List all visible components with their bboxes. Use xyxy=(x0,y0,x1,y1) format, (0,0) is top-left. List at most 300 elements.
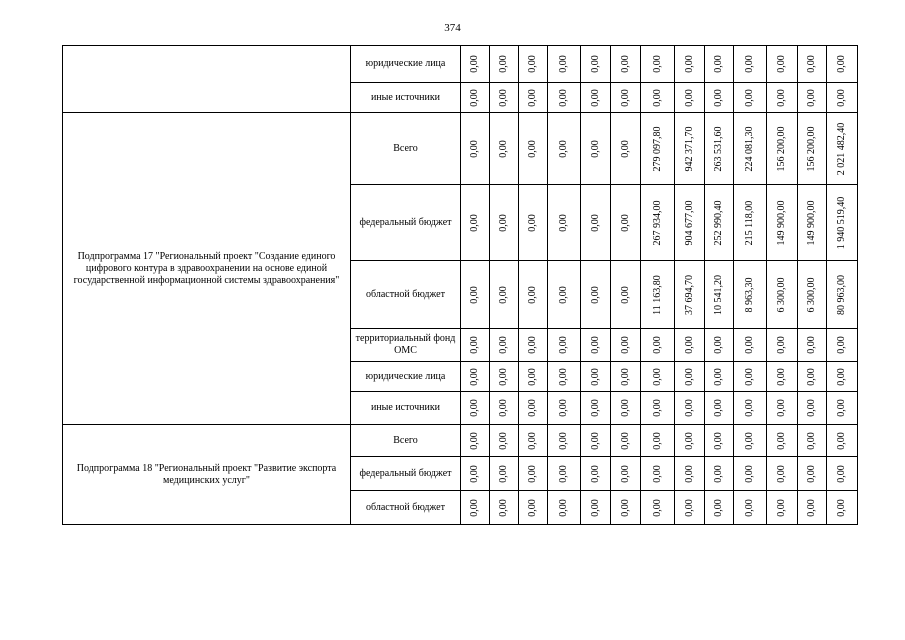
value-text: 0,00 xyxy=(806,367,817,386)
table-row xyxy=(63,46,858,83)
value-text: 0,00 xyxy=(527,336,538,354)
value-text: 0,00 xyxy=(527,88,538,107)
value-cell xyxy=(675,329,705,362)
value-text: 0,00 xyxy=(776,399,787,417)
funding-source-cell: федеральный бюджет xyxy=(351,185,461,261)
value-cell xyxy=(767,46,798,83)
value-cell xyxy=(675,185,705,261)
value-cell xyxy=(641,491,675,525)
value-cell xyxy=(734,185,767,261)
value-cell xyxy=(705,392,734,425)
value-cell xyxy=(461,392,490,425)
value-cell xyxy=(675,113,705,185)
value-text: 0,00 xyxy=(744,336,755,354)
funding-source-cell: Всего xyxy=(351,425,461,457)
value-text: 10 541,20 xyxy=(713,274,724,315)
value-text: 0,00 xyxy=(744,399,755,417)
value-text: 0,00 xyxy=(589,55,601,73)
value-cell xyxy=(581,457,611,491)
value-text: 0,00 xyxy=(558,367,569,386)
value-cell xyxy=(767,83,798,113)
value-text: 0,00 xyxy=(589,367,601,386)
value-cell xyxy=(548,457,581,491)
value-cell xyxy=(611,329,641,362)
program-name-cell: Подпрограмма 17 "Региональный проект "Создание единого цифрового контура в здравоохранении на основе единой государственной информационной системы здравоохранения" xyxy=(63,113,351,425)
value-text: 0,00 xyxy=(527,367,538,386)
value-text: 0,00 xyxy=(469,464,480,483)
value-text: 0,00 xyxy=(836,367,847,386)
value-text: 0,00 xyxy=(651,431,663,450)
value-text: 0,00 xyxy=(713,367,724,386)
value-cell xyxy=(705,185,734,261)
value-cell xyxy=(734,113,767,185)
value-cell xyxy=(675,392,705,425)
value-text: 0,00 xyxy=(558,213,569,232)
value-cell xyxy=(767,261,798,329)
value-cell xyxy=(519,392,548,425)
value-cell xyxy=(461,362,490,392)
value-cell xyxy=(827,261,858,329)
value-text: 0,00 xyxy=(558,285,569,304)
value-text: 0,00 xyxy=(558,55,569,73)
value-text: 0,00 xyxy=(619,336,631,354)
value-cell xyxy=(705,425,734,457)
value-cell xyxy=(798,83,827,113)
value-cell xyxy=(734,261,767,329)
value-text: 0,00 xyxy=(836,88,847,107)
value-text: 0,00 xyxy=(776,88,787,107)
value-text: 0,00 xyxy=(589,88,601,107)
value-text: 0,00 xyxy=(498,367,509,386)
value-text: 0,00 xyxy=(744,55,755,73)
value-text: 0,00 xyxy=(498,464,509,483)
value-cell xyxy=(581,329,611,362)
value-text: 0,00 xyxy=(558,498,569,517)
value-text: 0,00 xyxy=(683,464,695,483)
value-text: 0,00 xyxy=(558,431,569,450)
value-cell xyxy=(798,392,827,425)
value-cell xyxy=(734,46,767,83)
value-cell xyxy=(675,491,705,525)
value-text: 0,00 xyxy=(651,55,663,73)
value-text: 0,00 xyxy=(527,213,538,232)
value-cell xyxy=(490,83,519,113)
value-text: 0,00 xyxy=(651,464,663,483)
funding-source-cell: иные источники xyxy=(351,392,461,425)
value-cell xyxy=(734,457,767,491)
value-cell xyxy=(519,362,548,392)
value-text: 215 118,00 xyxy=(744,200,755,245)
value-cell xyxy=(581,261,611,329)
value-cell xyxy=(461,457,490,491)
value-cell xyxy=(675,425,705,457)
value-text: 0,00 xyxy=(589,498,601,517)
value-text: 0,00 xyxy=(713,431,724,450)
value-text: 252 990,40 xyxy=(713,200,724,245)
value-text: 0,00 xyxy=(683,431,695,450)
value-text: 0,00 xyxy=(806,431,817,450)
value-cell xyxy=(734,362,767,392)
value-text: 0,00 xyxy=(558,139,569,158)
value-cell xyxy=(767,392,798,425)
value-text: 0,00 xyxy=(527,431,538,450)
value-cell xyxy=(548,185,581,261)
value-text: 0,00 xyxy=(498,498,509,517)
value-cell xyxy=(641,457,675,491)
value-cell xyxy=(611,425,641,457)
value-cell xyxy=(798,329,827,362)
value-text: 224 081,30 xyxy=(744,126,755,171)
value-cell xyxy=(519,113,548,185)
value-cell xyxy=(548,46,581,83)
value-cell xyxy=(611,113,641,185)
value-text: 267 934,00 xyxy=(651,200,663,245)
value-cell xyxy=(611,392,641,425)
funding-source-cell: юридические лица xyxy=(351,362,461,392)
value-cell xyxy=(734,329,767,362)
value-cell xyxy=(641,261,675,329)
value-text: 0,00 xyxy=(589,431,601,450)
value-cell xyxy=(581,425,611,457)
value-cell xyxy=(490,362,519,392)
value-cell xyxy=(519,329,548,362)
value-text: 0,00 xyxy=(651,367,663,386)
value-text: 0,00 xyxy=(744,367,755,386)
value-cell xyxy=(461,425,490,457)
value-cell xyxy=(490,457,519,491)
value-text: 0,00 xyxy=(683,367,695,386)
value-cell xyxy=(519,83,548,113)
value-cell xyxy=(461,491,490,525)
value-text: 0,00 xyxy=(836,399,847,417)
value-text: 0,00 xyxy=(683,55,695,73)
value-text: 0,00 xyxy=(776,498,787,517)
value-cell xyxy=(827,392,858,425)
value-text: 156 200,00 xyxy=(776,126,787,171)
funding-source-cell: областной бюджет xyxy=(351,491,461,525)
value-cell xyxy=(705,113,734,185)
value-text: 8 963,30 xyxy=(744,277,755,312)
value-cell xyxy=(827,113,858,185)
value-text: 0,00 xyxy=(469,88,480,107)
value-cell xyxy=(548,425,581,457)
value-text: 0,00 xyxy=(469,139,480,158)
value-text: 0,00 xyxy=(619,55,631,73)
value-text: 0,00 xyxy=(527,464,538,483)
value-text: 0,00 xyxy=(806,88,817,107)
value-text: 0,00 xyxy=(836,336,847,354)
funding-source-cell: областной бюджет xyxy=(351,261,461,329)
value-cell xyxy=(490,491,519,525)
value-text: 0,00 xyxy=(527,498,538,517)
value-cell xyxy=(519,491,548,525)
value-text: 0,00 xyxy=(527,399,538,417)
value-text: 0,00 xyxy=(498,285,509,304)
value-cell xyxy=(611,491,641,525)
value-cell xyxy=(490,425,519,457)
value-cell xyxy=(641,329,675,362)
value-text: 0,00 xyxy=(469,336,480,354)
value-text: 0,00 xyxy=(589,399,601,417)
funding-source-cell: иные источники xyxy=(351,83,461,113)
value-text: 0,00 xyxy=(498,431,509,450)
value-cell xyxy=(548,392,581,425)
value-cell xyxy=(767,491,798,525)
value-cell xyxy=(581,113,611,185)
value-cell xyxy=(767,185,798,261)
value-cell xyxy=(548,83,581,113)
value-cell xyxy=(798,425,827,457)
value-text: 0,00 xyxy=(651,336,663,354)
value-cell xyxy=(641,362,675,392)
value-cell xyxy=(548,491,581,525)
value-text: 0,00 xyxy=(836,498,847,517)
value-text: 0,00 xyxy=(589,213,601,232)
value-text: 0,00 xyxy=(558,464,569,483)
value-cell xyxy=(734,425,767,457)
value-text: 0,00 xyxy=(651,88,663,107)
value-cell xyxy=(548,113,581,185)
value-cell xyxy=(490,329,519,362)
value-cell xyxy=(461,46,490,83)
table-row xyxy=(63,425,858,457)
value-text: 6 300,00 xyxy=(806,277,817,312)
value-cell xyxy=(461,185,490,261)
value-text: 0,00 xyxy=(498,213,509,232)
value-cell xyxy=(705,261,734,329)
value-text: 0,00 xyxy=(498,399,509,417)
value-text: 0,00 xyxy=(619,431,631,450)
value-text: 0,00 xyxy=(619,399,631,417)
value-cell xyxy=(641,185,675,261)
value-cell xyxy=(611,457,641,491)
value-cell xyxy=(798,113,827,185)
value-cell xyxy=(798,185,827,261)
value-text: 0,00 xyxy=(776,55,787,73)
value-text: 0,00 xyxy=(619,464,631,483)
program-name-cell: Подпрограмма 18 "Региональный проект "Развитие экспорта медицинских услуг" xyxy=(63,425,351,525)
value-cell xyxy=(490,261,519,329)
funding-source-cell: Всего xyxy=(351,113,461,185)
funding-source-cell: юридические лица xyxy=(351,46,461,83)
value-text: 6 300,00 xyxy=(776,277,787,312)
value-text: 0,00 xyxy=(776,336,787,354)
value-cell xyxy=(519,457,548,491)
value-text: 0,00 xyxy=(713,399,724,417)
value-cell xyxy=(827,185,858,261)
value-text: 0,00 xyxy=(619,139,631,158)
value-cell xyxy=(548,329,581,362)
value-cell xyxy=(827,457,858,491)
value-text: 0,00 xyxy=(469,367,480,386)
value-text: 0,00 xyxy=(776,367,787,386)
value-text: 0,00 xyxy=(683,399,695,417)
value-cell xyxy=(611,261,641,329)
value-text: 0,00 xyxy=(527,55,538,73)
value-text: 0,00 xyxy=(498,336,509,354)
value-cell xyxy=(581,83,611,113)
value-cell xyxy=(519,185,548,261)
value-cell xyxy=(705,329,734,362)
value-cell xyxy=(581,46,611,83)
value-text: 942 371,70 xyxy=(683,126,695,171)
value-text: 0,00 xyxy=(713,88,724,107)
value-cell xyxy=(548,261,581,329)
value-cell xyxy=(641,392,675,425)
value-text: 0,00 xyxy=(589,139,601,158)
value-cell xyxy=(581,491,611,525)
value-cell xyxy=(767,362,798,392)
value-cell xyxy=(798,46,827,83)
value-text: 0,00 xyxy=(806,399,817,417)
value-text: 1 940 519,40 xyxy=(836,196,847,249)
value-cell xyxy=(705,362,734,392)
value-text: 0,00 xyxy=(469,213,480,232)
value-cell xyxy=(705,83,734,113)
value-text: 0,00 xyxy=(836,431,847,450)
value-cell xyxy=(734,392,767,425)
value-text: 0,00 xyxy=(744,498,755,517)
program-name-cell xyxy=(63,46,351,113)
value-cell xyxy=(767,329,798,362)
value-cell xyxy=(581,185,611,261)
value-cell xyxy=(461,329,490,362)
value-cell xyxy=(675,46,705,83)
value-cell xyxy=(490,185,519,261)
value-cell xyxy=(734,491,767,525)
value-cell xyxy=(641,113,675,185)
value-cell xyxy=(461,113,490,185)
value-text: 0,00 xyxy=(619,367,631,386)
value-cell xyxy=(519,46,548,83)
value-text: 0,00 xyxy=(619,213,631,232)
value-text: 0,00 xyxy=(683,498,695,517)
value-text: 0,00 xyxy=(651,498,663,517)
value-cell xyxy=(461,261,490,329)
value-text: 263 531,60 xyxy=(713,126,724,171)
value-text: 0,00 xyxy=(744,88,755,107)
value-text: 0,00 xyxy=(589,285,601,304)
value-cell xyxy=(767,457,798,491)
value-text: 149 900,00 xyxy=(806,200,817,245)
value-text: 0,00 xyxy=(683,336,695,354)
value-cell xyxy=(798,457,827,491)
value-text: 0,00 xyxy=(713,498,724,517)
value-text: 37 694,70 xyxy=(683,274,695,315)
value-cell xyxy=(490,392,519,425)
value-text: 80 963,00 xyxy=(836,274,847,315)
value-text: 279 097,80 xyxy=(651,126,663,171)
value-cell xyxy=(611,83,641,113)
value-cell xyxy=(461,83,490,113)
value-text: 149 900,00 xyxy=(776,200,787,245)
value-cell xyxy=(734,83,767,113)
table-row xyxy=(63,113,858,185)
value-text: 0,00 xyxy=(469,55,480,73)
value-cell xyxy=(611,46,641,83)
value-text: 0,00 xyxy=(469,285,480,304)
value-text: 0,00 xyxy=(558,336,569,354)
value-text: 0,00 xyxy=(744,431,755,450)
value-text: 0,00 xyxy=(469,498,480,517)
value-text: 0,00 xyxy=(806,336,817,354)
value-cell xyxy=(827,329,858,362)
value-cell xyxy=(798,491,827,525)
value-text: 0,00 xyxy=(744,464,755,483)
value-cell xyxy=(548,362,581,392)
financing-table xyxy=(62,45,858,525)
value-cell xyxy=(675,261,705,329)
value-text: 0,00 xyxy=(498,139,509,158)
value-text: 0,00 xyxy=(589,464,601,483)
value-cell xyxy=(581,362,611,392)
value-text: 0,00 xyxy=(619,498,631,517)
value-text: 0,00 xyxy=(776,464,787,483)
value-text: 0,00 xyxy=(776,431,787,450)
value-cell xyxy=(490,113,519,185)
value-cell xyxy=(827,83,858,113)
value-cell xyxy=(581,392,611,425)
value-text: 0,00 xyxy=(498,88,509,107)
funding-source-cell: территориальный фонд ОМС xyxy=(351,329,461,362)
value-text: 0,00 xyxy=(589,336,601,354)
value-cell xyxy=(490,46,519,83)
value-text: 904 677,00 xyxy=(683,200,695,245)
value-text: 0,00 xyxy=(683,88,695,107)
value-text: 0,00 xyxy=(469,399,480,417)
value-text: 2 021 482,40 xyxy=(836,122,847,175)
value-text: 0,00 xyxy=(806,498,817,517)
page-number: 374 xyxy=(444,22,461,34)
value-text: 0,00 xyxy=(558,88,569,107)
value-text: 0,00 xyxy=(836,464,847,483)
funding-source-cell: федеральный бюджет xyxy=(351,457,461,491)
value-text: 0,00 xyxy=(498,55,509,73)
value-cell xyxy=(675,457,705,491)
value-cell xyxy=(827,46,858,83)
value-text: 0,00 xyxy=(619,285,631,304)
value-cell xyxy=(767,425,798,457)
value-cell xyxy=(798,261,827,329)
value-text: 0,00 xyxy=(558,399,569,417)
value-text: 0,00 xyxy=(619,88,631,107)
value-cell xyxy=(641,83,675,113)
value-text: 0,00 xyxy=(806,55,817,73)
value-cell xyxy=(705,46,734,83)
value-cell xyxy=(827,425,858,457)
value-text: 0,00 xyxy=(527,139,538,158)
value-text: 0,00 xyxy=(806,464,817,483)
value-text: 0,00 xyxy=(713,336,724,354)
value-text: 0,00 xyxy=(713,55,724,73)
value-cell xyxy=(798,362,827,392)
value-cell xyxy=(519,261,548,329)
value-cell xyxy=(827,491,858,525)
value-cell xyxy=(705,491,734,525)
value-cell xyxy=(611,185,641,261)
value-text: 0,00 xyxy=(527,285,538,304)
value-cell xyxy=(767,113,798,185)
value-cell xyxy=(611,362,641,392)
value-cell xyxy=(827,362,858,392)
value-text: 156 200,00 xyxy=(806,126,817,171)
value-text: 11 163,80 xyxy=(651,274,663,315)
value-cell xyxy=(519,425,548,457)
value-cell xyxy=(675,362,705,392)
value-cell xyxy=(675,83,705,113)
value-cell xyxy=(705,457,734,491)
value-cell xyxy=(641,425,675,457)
